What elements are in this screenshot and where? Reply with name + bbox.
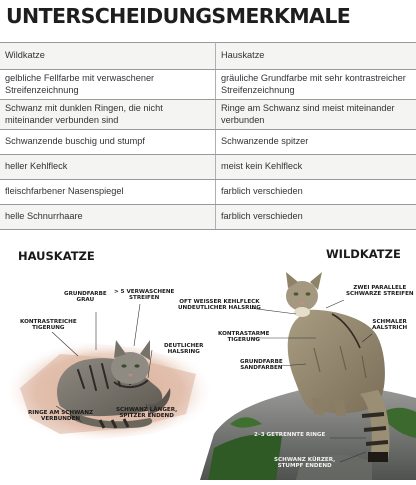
illustration-artwork [0, 238, 416, 480]
table-cell: Schwanzende spitzer [216, 130, 416, 155]
table-cell: meist kein Kehlfleck [216, 155, 416, 180]
table-cell: Schwanzende buschig und stumpf [0, 130, 216, 155]
table-row [0, 180, 416, 205]
header-cell-hauskatze: Hauskatze [216, 43, 416, 70]
label-getrennte-ringe: 2–3 GETRENNTE RINGE [254, 433, 325, 439]
table-cell: Schwanz mit dunklen Ringen, die nicht miteinander verbunden sind [0, 100, 216, 130]
table-row [0, 100, 416, 130]
table-cell: helle Schnurrhaare [0, 205, 216, 230]
label-schwanz-kuerzer: SCHWANZ KÜRZER, STUMPF ENDEND [274, 458, 335, 470]
table-cell: heller Kehlfleck [0, 155, 216, 180]
house-cat-heading: HAUSKATZE [18, 250, 95, 262]
table-row [0, 130, 416, 155]
table-cell: gräuliche Grundfarbe mit sehr kontrastreicher Streifenzeichnung [216, 70, 416, 100]
label-deutlicher-halsring: DEUTLICHER HALSRING [164, 344, 203, 356]
label-grundfarbe-sandfarben: GRUNDFARBE SANDFARBEN [240, 360, 283, 372]
table-header-row [0, 43, 416, 70]
label-ringe-verbunden: RINGE AM SCHWANZ VERBUNDEN [28, 411, 93, 423]
header-cell-wildkatze: Wildkatze [0, 43, 216, 70]
comparison-table [0, 42, 416, 230]
label-parallele-streifen: ZWEI PARALLELE SCHWARZE STREIFEN [346, 286, 414, 298]
label-schmaler-aalstrich: SCHMALER AALSTRICH [372, 320, 407, 332]
table-cell: farblich verschieden [216, 205, 416, 230]
table-cell: Ringe am Schwanz sind meist miteinander verbunden [216, 100, 416, 130]
wild-cat-heading: WILDKATZE [326, 248, 401, 260]
table-row [0, 205, 416, 230]
table-row [0, 155, 416, 180]
table-cell: farblich verschieden [216, 180, 416, 205]
table-cell: fleischfarbener Nasenspiegel [0, 180, 216, 205]
page-title: UNTERSCHEIDUNGSMERKMALE [6, 4, 350, 28]
label-kontrastreiche-tigerung: KONTRASTREICHE TIGERUNG [20, 320, 77, 332]
cat-comparison-illustration [0, 238, 416, 480]
table-row [0, 70, 416, 100]
label-verwaschene-streifen: > 5 VERWASCHENE STREIFEN [114, 290, 174, 302]
label-schwanz-laenger: SCHWANZ LÄNGER, SPITZER ENDEND [116, 408, 177, 420]
label-grundfarbe-grau: GRUNDFARBE GRAU [64, 292, 107, 304]
table-cell: gelbliche Fellfarbe mit verwaschener Streifenzeichnung [0, 70, 216, 100]
label-kontrastarme-tigerung: KONTRASTARME TIGERUNG [218, 332, 269, 344]
label-weisser-kehlfleck: OFT WEISSER KEHLFLECK UNDEUTLICHER HALSRING [178, 300, 261, 312]
